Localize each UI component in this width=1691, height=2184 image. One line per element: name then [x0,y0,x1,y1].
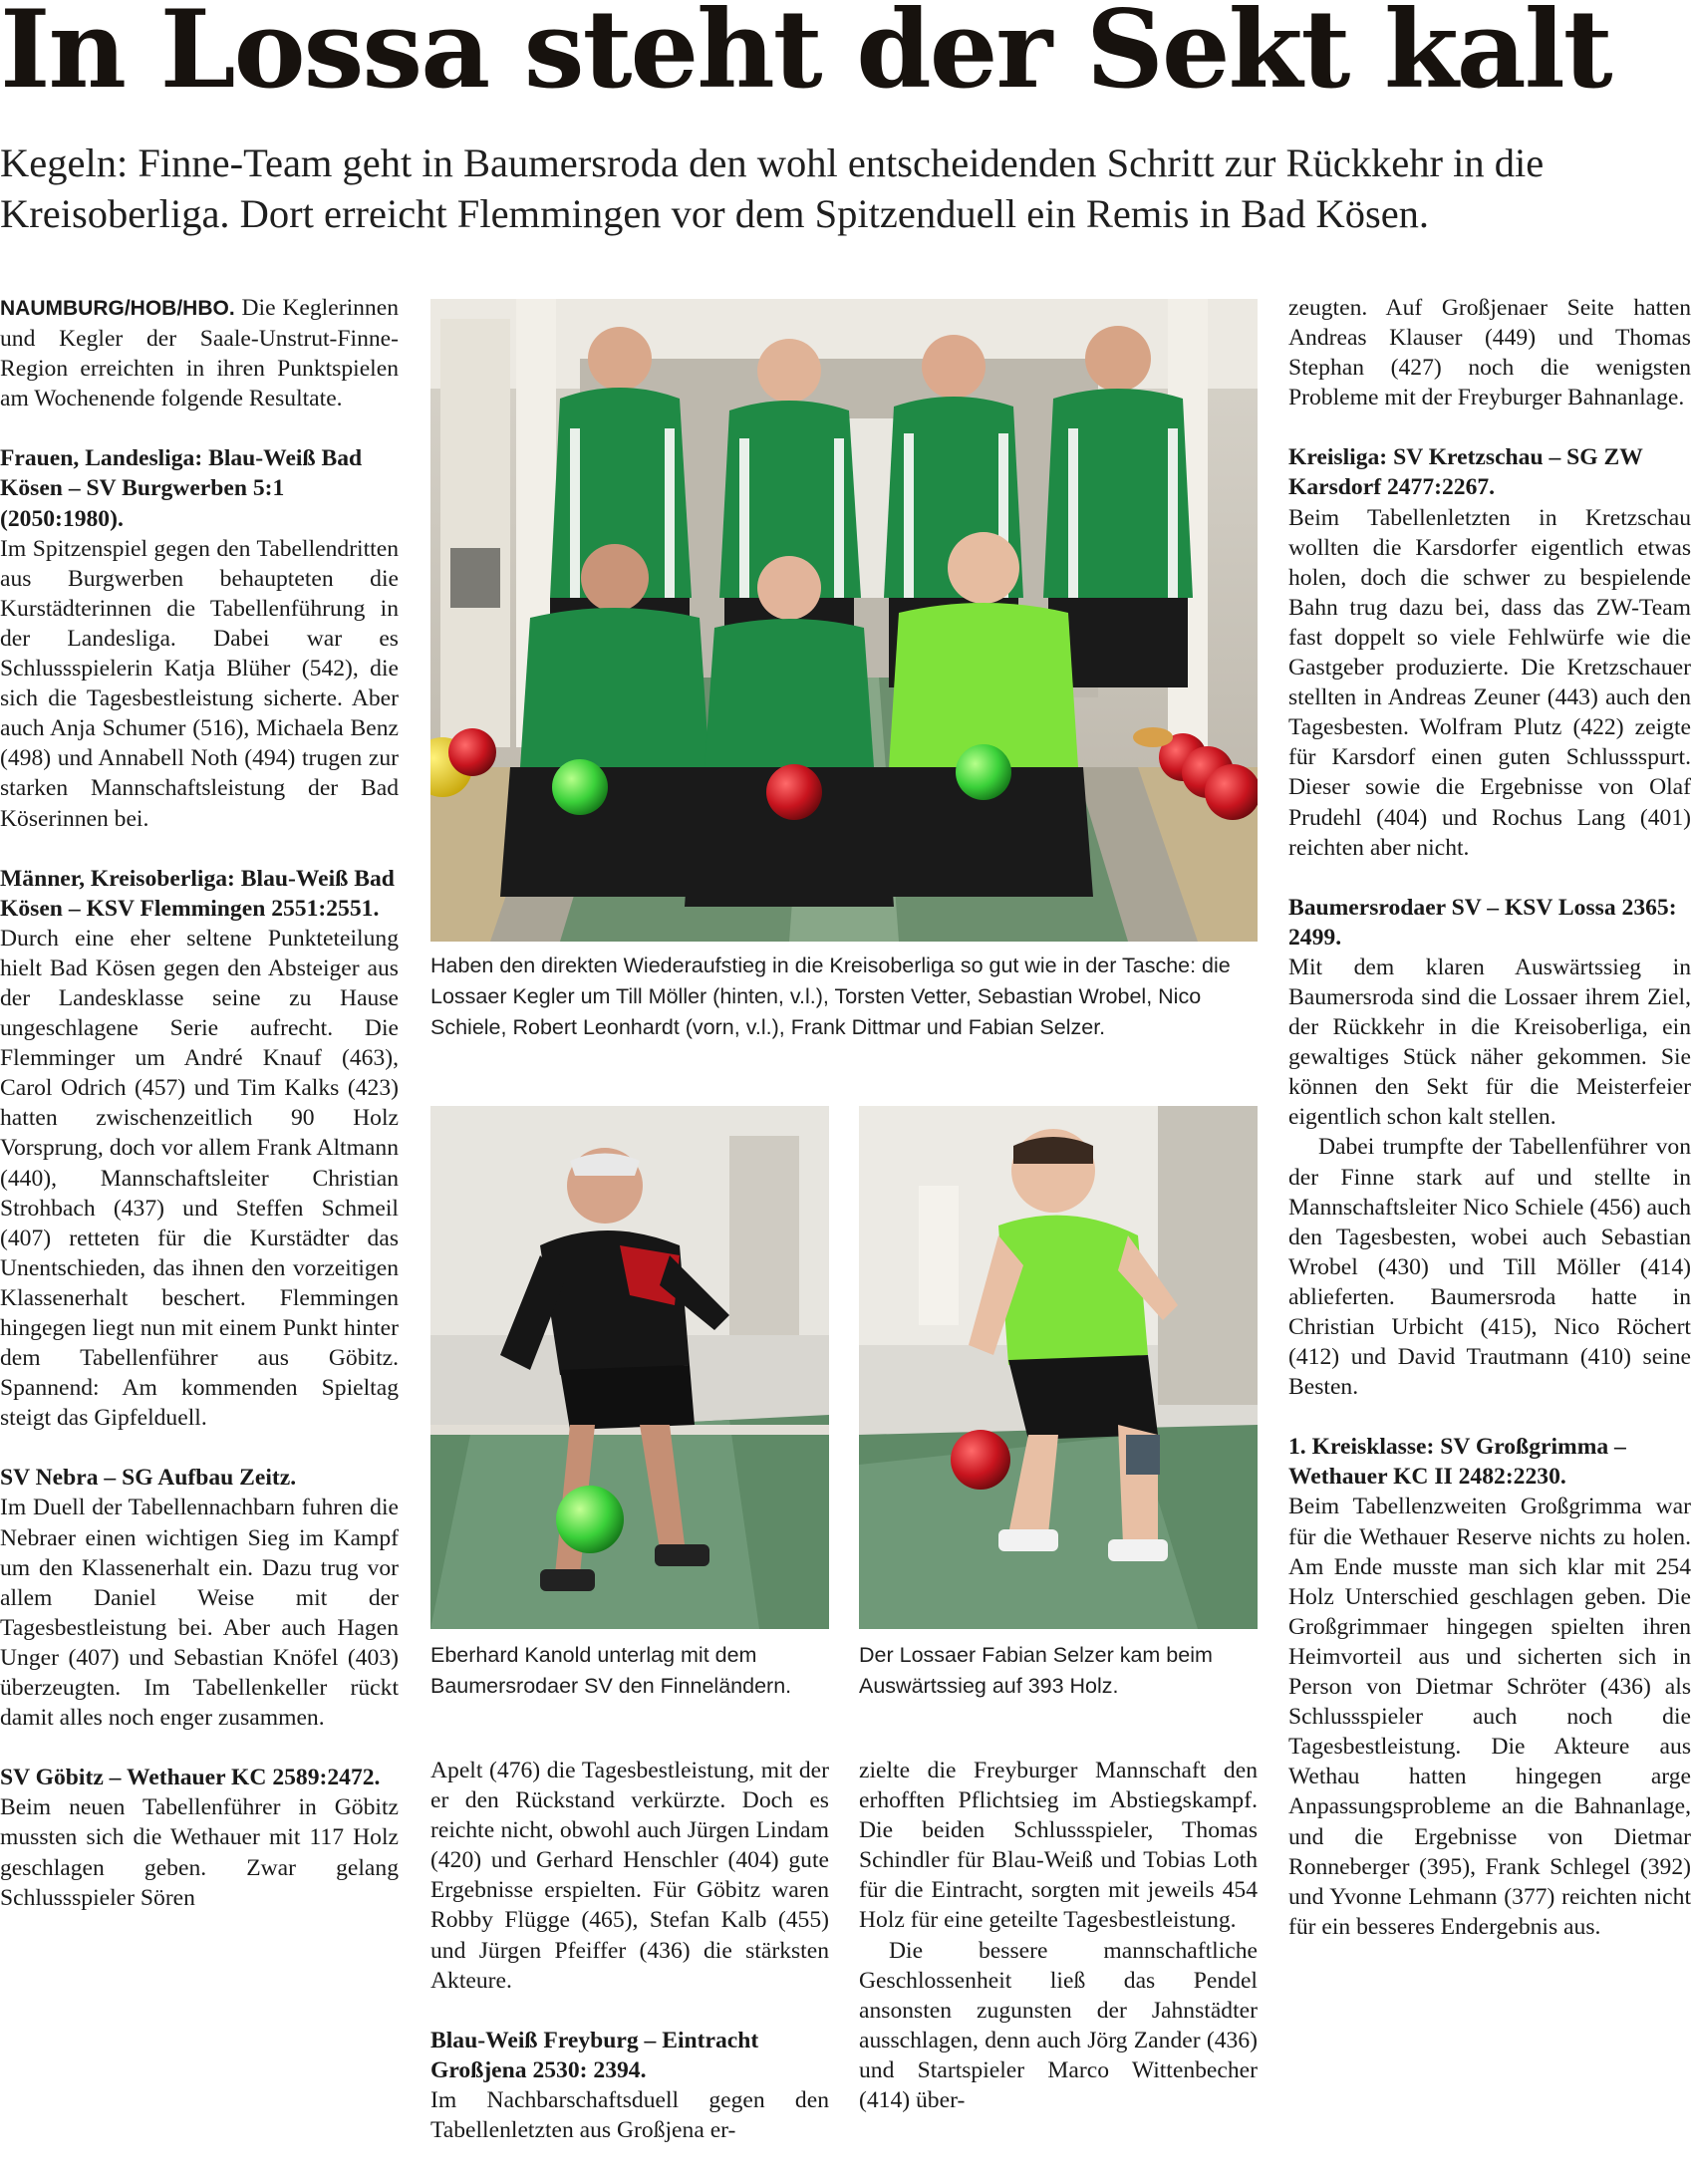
section-head-goebitz: SV Göbitz – Wethauer KC 2589:2472. [0,1765,381,1791]
intro-text: Die Keglerinnen und Kegler der Saale-Unstrut-Finne-Region erreichten in ihren Punktspielen am Wochenende folgende Resultate. [0,295,399,412]
kanold-photo-caption: Eberhard Kanold unterlag mit dem Baumersrodaer SV den Finneländern. [430,1643,792,1698]
column-1 [0,293,399,1913]
section-cont3-freyburg: zeugten. Auf Großjenaer Seite hatten Andreas Klauser (449) und Thomas Stephan (427) noch die wenigsten Probleme mit der Freyburger Bahnanlage. [1288,295,1691,411]
section-text-nebra: Im Duell der Tabellennachbarn fuhren die Nebraer einen wichtigen Sieg im Kampf um den Klassenerhalt ein. Dazu trug vor allem Daniel Weise mit der Tagesbestleistung bei. Aber auch Hagen Unger (407) und Sebastian Knöfel (403) überzeugten. Im Tabellenkeller rückt damit alles noch enger zusammen. [0,1495,399,1732]
section-cont-freyburg: zielte die Freyburger Mannschaft den erhofften Pflichtsieg im Abstiegskampf. Die beiden Schlussspieler, Thomas Schindler für Blau-Weiß und Tobias Loth für die Eintracht, sorgten mit jeweils 454 Holz für eine geteilte Tagesbestleistung. [859,1758,1258,1934]
section-head-maenner: Männer, Kreisoberliga: Blau-Weiß Bad Kösen – KSV Flemmingen 2551:2551. [0,865,395,922]
section-text-kretzschau: Beim Tabellenletzten in Kretzschau wollten die Karsdorfer eigentlich etwas holen, doch die schwer zu bespielende Bahn trug dazu bei, dass das ZW-Team fast doppelt so viele Fehlwürfe wie die Gastgeber produzierte. Die Kretzschauer stellten in Andreas Zeuner (443) auch den Tagesbesten. Wolfram Plutz (422) zeigte für Karsdorf einen guten Schlussspurt. Dieser sowie die Ergebnisse von Olaf Prudehl (404) und Rochus Lang (401) reichten aber nicht. [1288,504,1691,861]
section-head-freyburg: Blau-Weiß Freyburg – Eintracht Großjena 2530: 2394. [430,2027,759,2083]
section-cont2-freyburg: Die bessere mannschaftliche Geschlossenheit ließ das Pendel ansonsten zugunsten der Jahnstädter ausschlagen, denn auch Jörg Zander (436) und Startspieler Marco Wittenbecher (414) über- [859,1937,1258,2114]
headline: In Lossa steht der Sekt kalt [0,0,1611,113]
section-cont-goebitz: Apelt (476) die Tagesbestleistung, mit der er den Rückstand verkürzte. Doch es reichte nicht, obwohl auch Jürgen Lindam (420) und Gerhard Henschler (404) gute Ergebnisse erspielten. Für Göbitz waren Robby Flügge (465), Stefan Kalb (455) und Jürgen Pfeiffer (436) die stärksten Akteure. [430,1758,829,1994]
selzer-photo-caption: Der Lossaer Fabian Selzer kam beim Auswärtssieg auf 393 Holz. [859,1643,1213,1698]
section-text-baumersroda: Mit dem klaren Auswärtssieg in Baumersroda sind die Lossaer ihrem Ziel, der Rückkehr in die Kreisoberliga, ein gewaltiges Stück näher gekommen. Sie können den Sekt für die Meisterfeier eigentlich schon kalt stellen. [1288,954,1691,1131]
column-3 [859,1756,1258,2115]
section-text-maenner: Durch eine eher seltene Punkteteilung hielt Bad Kösen gegen den Absteiger aus der Landesklasse seine zu Hause ungeschlagene Serie aufrecht. Die Flemminger um André Knauf (463), Carol Odrich (457) und Tim Kalks (423) hatten zwischenzeitlich 90 Holz Vorsprung, doch vor allem Frank Altmann (440), Mannschaftsleiter Christian Strohbach (437) und Steffen Schmeil (407) retteten für die Kurstädter das Unentschieden, das ihnen den vorzeitigen Klassenerhalt beschert. Flemmingen hingegen liegt nun mit einem Punkt hinter dem Tabellenführer aus Göbitz. Spannend: Am kommenden Spieltag steigt das Gipfelduell. [0,925,399,1432]
column-2 [430,1756,829,2145]
team-photo-caption: Haben den direkten Wiederaufstieg in die Kreisoberliga so gut wie in der Tasche: die Lossaer Kegler um Till Möller (hinten, v.l.), Torsten Vetter, Sebastian Wrobel, Nico Schiele, Robert Leonhardt (vorn, v.l.), Frank Dittmar und Fabian Selzer. [430,954,1231,1039]
dateline: NAUMBURG/HOB/HBO. [0,297,235,320]
section-text-freyburg: Im Nachbarschaftsduell gegen den Tabellenletzten aus Großjena er- [430,2086,829,2144]
team-photo [430,299,1258,942]
section-text-grossgrimma: Beim Tabellenzweiten Großgrimma war für die Wethauer Reserve nichts zu holen. Am Ende musste man sich klar mit 254 Holz Unterschied geschlagen geben. Die Großgrimmaer hingegen spielten ihren Heimvorteil aus und sicherten sich in Person von Dietmar Schröter (436) als Schlussspieler auch noch die Tagesbestleistung. Die Akteure aus Wethau hatten hingegen arge Anpassungsprobleme an die Bahnanlage, und die Ergebnisse von Dietmar Ronneberger (395), Frank Schlegel (392) und Yvonne Lehmann (377) reichten nicht für ein besseres Endergebnis aus. [1288,1494,1691,1940]
section-text-frauen: Im Spitzenspiel gegen den Tabellendritten aus Burgwerben behaupteten die Kurstädterinnen die Tabellenführung in der Landesliga. Dabei war es Schlussspielerin Katja Blüher (542), die sich die Tagesbestleistung sicherte. Aber auch Anja Schumer (516), Michaela Benz (498) und Annabell Noth (494) trugen zur starken Mannschaftsleistung der Bad Köserinnen bei. [0,535,399,832]
section-head-nebra: SV Nebra – SG Aufbau Zeitz. [0,1465,297,1492]
bowler-photo-selzer [859,1106,1258,1629]
section-head-kretzschau: Kreisliga: SV Kretzschau – SG ZW Karsdorf 2477:2267. [1288,444,1643,501]
section-head-frauen: Frauen, Landesliga: Blau-Weiß Bad Kösen – SV Burgwerben 5:1 (2050:1980). [0,445,363,532]
section-head-grossgrimma: 1. Kreisklasse: SV Großgrimma – Wethauer KC II 2482:2230. [1288,1434,1626,1491]
section-head-baumersroda: Baumersrodaer SV – KSV Lossa 2365: 2499. [1288,894,1677,951]
column-4 [1288,293,1691,1942]
section-text-goebitz: Beim neuen Tabellenführer in Göbitz mussten sich die Wethauer mit 117 Holz geschlagen geben. Zwar gelang Schlussspieler Sören [0,1794,399,1911]
intro-paragraph [0,293,399,413]
deck: Kegeln: Finne-Team geht in Baumersroda den wohl entscheidenden Schritt zur Rückkehr in die Kreisoberliga. Dort erreicht Flemmingen vor dem Spitzenduell ein Remis in Bad Kösen. [0,140,1545,236]
section-text2-baumersroda: Dabei trumpfte der Tabellenführer von der Finne stark auf und stellte in Mannschaftsleiter Nico Schiele (456) auch den Tagesbesten, wobei auch Sebastian Wrobel (430) und Till Möller (414) ablieferten. Baumersroda hatte in Christian Urbicht (415), Nico Röchert (412) und David Trautmann (410) seine Besten. [1288,1134,1691,1401]
bowler-photo-kanold [430,1106,829,1629]
